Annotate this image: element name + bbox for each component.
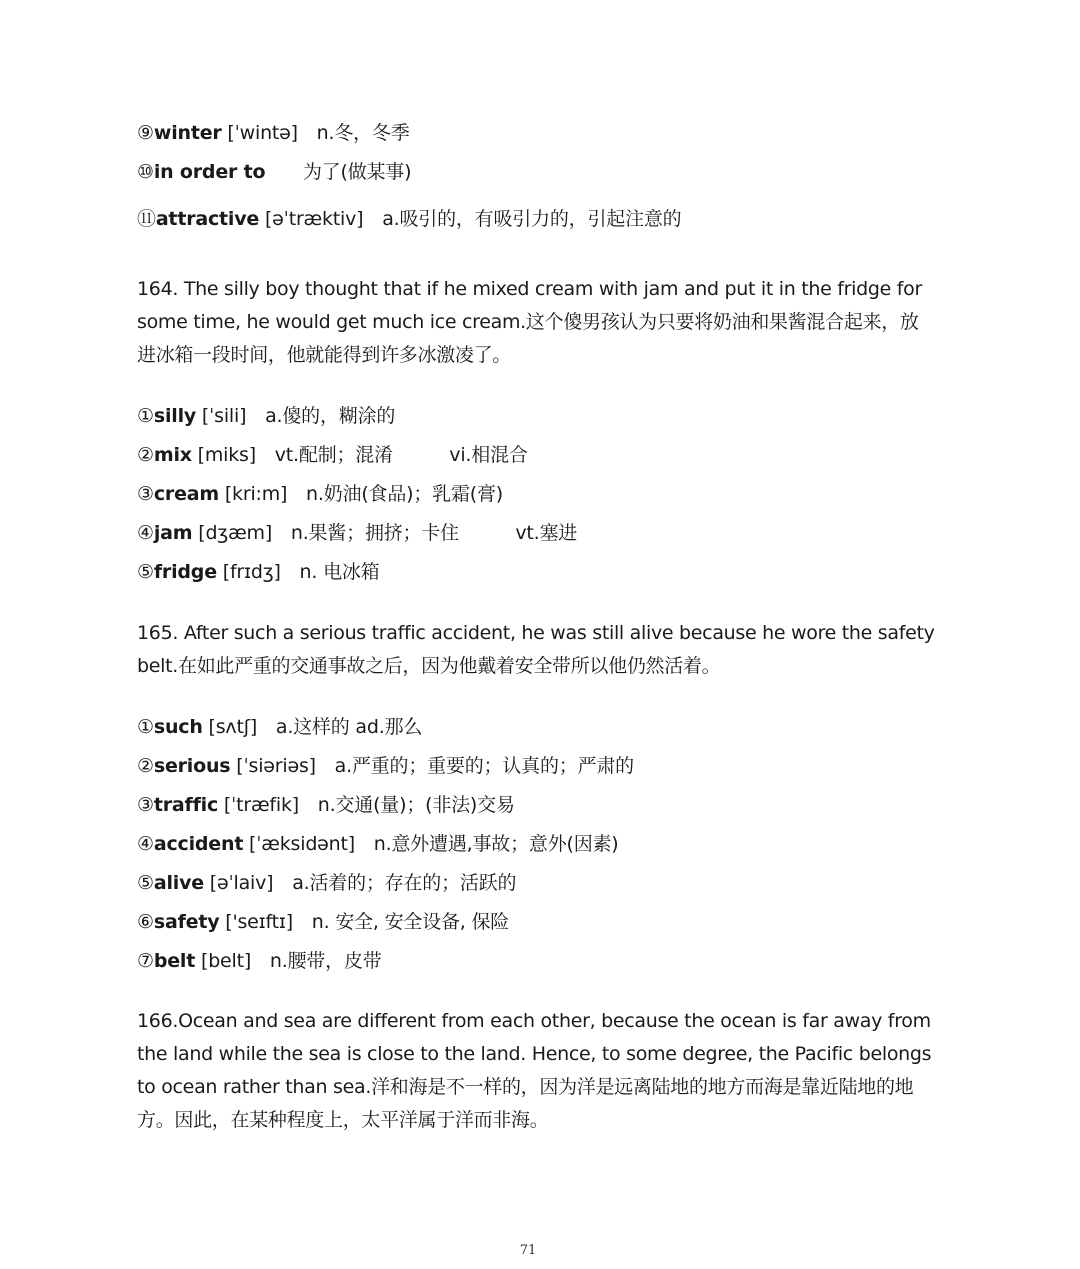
vocab-word: jam (153, 522, 193, 544)
vocab-word: traffic (153, 794, 219, 816)
vocab-word: in order to (153, 161, 266, 183)
vocab-word: cream (153, 483, 219, 505)
vocab-item-silly (137, 404, 395, 428)
sentence-line: to ocean rather than sea.洋和海是不一样的，因为洋是远离陆地的地方而海是靠近陆地的地 (137, 1076, 914, 1098)
vocab-definition: [frɪdʒ] n. 电冰箱 (216, 561, 380, 583)
vocab-definition: [kri:m] n.奶油(食品)；乳霜(膏) (218, 483, 503, 505)
item-number: ⑤ (137, 561, 154, 583)
vocab-definition: [ˈwintə] n.冬，冬季 (221, 122, 410, 144)
vocab-definition: 为了(做某事) (265, 161, 412, 183)
vocab-word: attractive (155, 208, 260, 230)
vocab-item-alive (137, 871, 516, 895)
vocab-definition: [dʒæm] n.果酱；拥挤；卡住 vt.塞进 (192, 522, 578, 544)
item-number: ⑪ (137, 208, 156, 230)
vocab-word: mix (153, 444, 192, 466)
sentence-line: 164. The silly boy thought that if he mixed cream with jam and put it in the fridge for (137, 278, 923, 300)
vocab-item-belt (137, 949, 382, 973)
vocab-word: serious (153, 755, 231, 777)
vocab-item-such (137, 715, 422, 739)
vocab-item-in-order-to (137, 160, 411, 184)
item-number: ① (137, 716, 154, 738)
sentence-line: the land while the sea is close to the land. Hence, to some degree, the Pacific belongs (137, 1043, 932, 1065)
vocab-item-winter (137, 121, 410, 145)
vocab-item-fridge (137, 560, 379, 584)
sentence-166 (137, 1005, 932, 1137)
item-number: ② (137, 444, 154, 466)
vocab-item-attractive (137, 207, 681, 231)
item-number: ③ (137, 794, 154, 816)
sentence-line: some time, he would get much ice cream.这个傻男孩认为只要将奶油和果酱混合起来，放 (137, 311, 919, 333)
vocab-definition: [ˈsili] a.傻的，糊涂的 (196, 405, 396, 427)
vocab-word: winter (153, 122, 222, 144)
vocab-definition: [sʌtʃ] a.这样的 ad.那么 (202, 716, 423, 738)
vocab-item-cream (137, 482, 503, 506)
vocab-definition: [əˈtræktiv] a.吸引的，有吸引力的，引起注意的 (259, 208, 682, 230)
vocab-word: silly (153, 405, 197, 427)
vocab-definition: [ˈsiəriəs] a.严重的；重要的；认真的；严肃的 (230, 755, 634, 777)
vocab-item-jam (137, 521, 577, 545)
sentence-line: 方。因此，在某种程度上，太平洋属于洋而非海。 (137, 1109, 549, 1131)
vocab-item-mix (137, 443, 528, 467)
vocab-definition: [ˈæksidənt] n.意外遭遇,事故；意外(因素) (243, 833, 619, 855)
vocab-item-safety (137, 910, 509, 934)
vocab-word: fridge (153, 561, 217, 583)
vocab-word: belt (153, 950, 196, 972)
item-number: ④ (137, 522, 154, 544)
sentence-165 (137, 617, 935, 683)
item-number: ② (137, 755, 154, 777)
vocab-word: alive (153, 872, 204, 894)
vocab-word: such (153, 716, 203, 738)
item-number: ③ (137, 483, 154, 505)
sentence-line: belt.在如此严重的交通事故之后，因为他戴着安全带所以他仍然活着。 (137, 655, 721, 677)
item-number: ① (137, 405, 154, 427)
vocab-item-serious (137, 754, 634, 778)
item-number: ④ (137, 833, 154, 855)
item-number: ⑦ (137, 950, 154, 972)
sentence-164 (137, 273, 927, 372)
vocab-definition: [miks] vt.配制；混淆 vi.相混合 (191, 444, 528, 466)
item-number: ⑨ (137, 122, 154, 144)
sentence-line: 165. After such a serious traffic accident, he was still alive because he wore the safety (137, 622, 935, 644)
vocab-word: accident (153, 833, 244, 855)
vocab-item-traffic (137, 793, 515, 817)
sentence-line: 166.Ocean and sea are different from each other, because the ocean is far away from (137, 1010, 931, 1032)
page-number: 71 (519, 1243, 537, 1258)
vocab-definition: [belt] n.腰带，皮带 (195, 950, 382, 972)
item-number: ⑩ (137, 161, 154, 183)
vocab-definition: [əˈlaiv] a.活着的；存在的；活跃的 (203, 872, 517, 894)
vocab-word: safety (153, 911, 220, 933)
vocab-definition: ['seɪftɪ] n. 安全, 安全设备, 保险 (219, 911, 510, 933)
vocab-item-accident (137, 832, 619, 856)
item-number: ⑥ (137, 911, 154, 933)
vocab-definition: [ˈtræfik] n.交通(量)；(非法)交易 (218, 794, 515, 816)
item-number: ⑤ (137, 872, 154, 894)
sentence-line: 进冰箱一段时间，他就能得到许多冰激凌了。 (137, 344, 512, 366)
